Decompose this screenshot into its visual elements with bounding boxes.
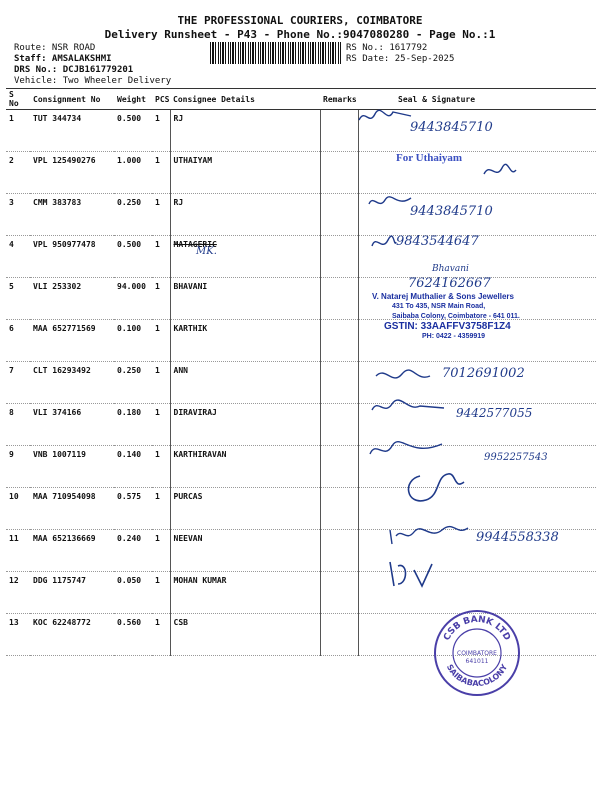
row-weight: 0.500 (114, 236, 152, 278)
drs-label: DRS No.: DCJB161779201 (14, 65, 134, 75)
row-weight: 1.000 (114, 152, 152, 194)
row-consignee: UTHAIYAM (170, 152, 320, 194)
row-sno: 2 (6, 152, 30, 194)
row-remarks (320, 236, 358, 278)
row-weight: 0.180 (114, 404, 152, 446)
row-remarks (320, 530, 358, 572)
stamp-gstin: GSTIN: 33AAFFV3758F1Z4 (384, 321, 511, 332)
stamp-phone: PH: 0422 - 4359919 (422, 333, 486, 340)
table-header (6, 89, 596, 110)
row-consignee: BHAVANI (170, 278, 320, 320)
stamp-line-3: Saibaba Colony, Coimbatore - 641 011. (392, 313, 520, 320)
row-consignee: RJ (170, 194, 320, 236)
row-sno: 3 (6, 194, 30, 236)
row-sno: 5 (6, 278, 30, 320)
row-weight: 0.050 (114, 572, 152, 614)
handwritten-name-4: MK. (196, 246, 217, 257)
row-remarks (320, 446, 358, 488)
col-remarks: Remarks (320, 89, 358, 110)
signature-scribble-7 (372, 364, 434, 388)
company-title: THE PROFESSIONAL COURIERS, COIMBATORE (177, 14, 423, 27)
vehicle-label: Vehicle: Two Wheeler Delivery (14, 76, 172, 86)
row-consignment: VPL 950977478 (30, 236, 114, 278)
row-pcs: 1 (152, 404, 170, 446)
handwritten-phone-5: 7624162667 (408, 276, 491, 291)
table-row (6, 194, 596, 236)
row-remarks (320, 572, 358, 614)
col-sno: S No (6, 89, 30, 110)
seal-pin: 641011 (465, 658, 489, 665)
row-pcs: 1 (152, 572, 170, 614)
row-consignee: KARTHIRAVAN (170, 446, 320, 488)
row-remarks (320, 110, 358, 152)
row-consignment: CMM 383783 (30, 194, 114, 236)
col-consignment: Consignment No (30, 89, 114, 110)
row-remarks (320, 362, 358, 404)
row-consignee: ANN (170, 362, 320, 404)
row-consignee: NEEVAN (170, 530, 320, 572)
signature-scribble-10 (400, 466, 470, 512)
rs-date: RS Date: 25-Sep-2025 (346, 54, 455, 64)
row-remarks (320, 194, 358, 236)
signature-scribble-2 (480, 160, 520, 182)
col-seal: Seal & Signature (358, 89, 596, 110)
row-weight: 0.240 (114, 530, 152, 572)
row-sno: 9 (6, 446, 30, 488)
row-remarks (320, 614, 358, 656)
row-consignment: MAA 710954098 (30, 488, 114, 530)
stamp-line-2: 431 To 435, NSR Main Road, (392, 303, 486, 310)
row-pcs: 1 (152, 488, 170, 530)
row-weight: 94.000 (114, 278, 152, 320)
row-remarks (320, 320, 358, 362)
jeweller-stamp (372, 292, 520, 342)
row-remarks (320, 404, 358, 446)
row-pcs: 1 (152, 152, 170, 194)
col-pcs: PCS (152, 89, 170, 110)
row-consignee: DIRAVIRAJ (170, 404, 320, 446)
row-weight: 0.140 (114, 446, 152, 488)
signature-scribble-11 (386, 520, 472, 546)
row-remarks (320, 488, 358, 530)
row-consignee: RJ (170, 110, 320, 152)
row-sno: 8 (6, 404, 30, 446)
signature-scribble-3 (365, 190, 415, 214)
row-pcs: 1 (152, 362, 170, 404)
svg-text:SAIBABACOLONY (445, 663, 509, 688)
row-consignee: PURCAS (170, 488, 320, 530)
row-sno: 12 (6, 572, 30, 614)
row-remarks (320, 278, 358, 320)
handwritten-phone-3: 9443845710 (410, 204, 493, 219)
row-pcs: 1 (152, 236, 170, 278)
row-consignee: KARTHIK (170, 320, 320, 362)
row-consignee: CSB (170, 614, 320, 656)
row-weight: 0.500 (114, 110, 152, 152)
row-consignment: DDG 1175747 (30, 572, 114, 614)
route-label: Route: NSR ROAD (14, 43, 96, 53)
signature-scribble-12 (384, 556, 440, 592)
row-pcs: 1 (152, 614, 170, 656)
staff-label: Staff: AMSALAKSHMI (14, 54, 112, 64)
signature-scribble-1 (355, 104, 415, 128)
seal-bottom-text: SAIBABACOLONY (444, 662, 510, 689)
handwritten-phone-4: 9843544647 (396, 234, 479, 249)
stamp-for-uthaiyam: For Uthaiyam (396, 152, 463, 164)
seal-top-text: CSB BANK LTD (442, 614, 512, 643)
row-pcs: 1 (152, 110, 170, 152)
row-pcs: 1 (152, 530, 170, 572)
handwritten-phone-11: 9944558338 (476, 530, 559, 545)
row-sno: 1 (6, 110, 30, 152)
stamp-line-1: V. Natarej Muthalier & Sons Jewellers (372, 292, 514, 301)
signature-scribble-4 (368, 232, 398, 254)
row-weight: 0.100 (114, 320, 152, 362)
row-consignment: VNB 1007119 (30, 446, 114, 488)
rs-number: RS No.: 1617792 (346, 43, 428, 53)
runsheet-subtitle: Delivery Runsheet - P43 - Phone No.:9047080280 - Page No.:1 (104, 28, 496, 41)
seal-city: COIMBATORE (457, 650, 497, 657)
row-pcs: 1 (152, 320, 170, 362)
row-weight: 0.250 (114, 362, 152, 404)
row-sno: 6 (6, 320, 30, 362)
row-weight: 0.575 (114, 488, 152, 530)
row-consignment: KOC 62248772 (30, 614, 114, 656)
table-row (6, 110, 596, 152)
barcode (210, 42, 342, 64)
row-sno: 4 (6, 236, 30, 278)
handwritten-phone-7: 7012691002 (442, 366, 525, 381)
row-sno: 13 (6, 614, 30, 656)
handwritten-phone-9: 9952257543 (484, 452, 548, 463)
row-consignment: MAA 652771569 (30, 320, 114, 362)
row-consignee: MOHAN KUMAR (170, 572, 320, 614)
handwritten-phone-1: 9443845710 (410, 120, 493, 135)
row-remarks (320, 152, 358, 194)
row-consignment: TUT 344734 (30, 110, 114, 152)
csb-bank-seal-icon (432, 608, 522, 698)
table-row (6, 236, 596, 278)
row-weight: 0.560 (114, 614, 152, 656)
row-signature (358, 152, 596, 194)
row-sno: 10 (6, 488, 30, 530)
handwritten-phone-8: 9442577055 (456, 406, 533, 420)
row-consignment: CLT 16293492 (30, 362, 114, 404)
row-consignment: VPL 125490276 (30, 152, 114, 194)
row-pcs: 1 (152, 194, 170, 236)
row-sno: 11 (6, 530, 30, 572)
row-pcs: 1 (152, 446, 170, 488)
table-row (6, 488, 596, 530)
col-consignee: Consignee Details (170, 89, 320, 110)
row-weight: 0.250 (114, 194, 152, 236)
signature-scribble-8 (368, 396, 448, 418)
handwritten-name-5: Bhavani (432, 264, 469, 274)
signature-scribble-9 (366, 436, 446, 466)
row-sno: 7 (6, 362, 30, 404)
row-consignment: VLI 253302 (30, 278, 114, 320)
row-consignment: MAA 652136669 (30, 530, 114, 572)
row-pcs: 1 (152, 278, 170, 320)
row-consignee (170, 236, 320, 278)
row-consignment: VLI 374166 (30, 404, 114, 446)
consignee-struck: MATAGERIC (173, 240, 217, 249)
col-weight: Weight (114, 89, 152, 110)
